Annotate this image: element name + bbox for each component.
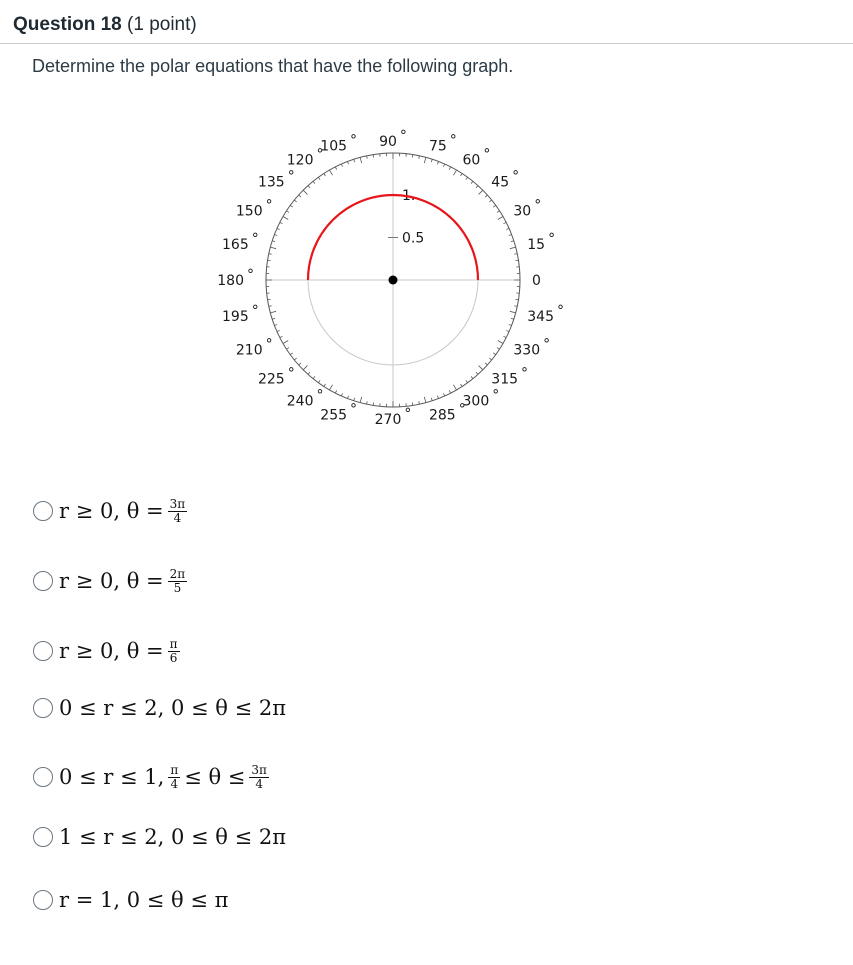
fraction: $\frac{2\pi}{5}$ [169,566,186,595]
angle-label: 285 ° [428,401,466,424]
ring-tick [506,228,509,229]
ring-tick [466,380,468,382]
ring-tick [335,167,336,170]
ring-tick [461,173,463,176]
ring-tick [330,170,333,175]
ring-tick [286,211,289,213]
angle-label: 210 ° [235,336,273,359]
ring-tick [437,161,438,164]
ring-tick [367,401,368,404]
fraction: $\frac{\pi}{6}$ [169,636,178,665]
ring-tick [493,205,495,207]
ring-tick [509,234,512,235]
ring-tick [461,384,463,387]
angle-label: 315 ° [491,365,529,388]
ring-tick [341,164,342,167]
degree-symbol: ° [512,168,520,185]
ring-tick [510,311,516,313]
answer-option-5[interactable] [33,762,273,792]
ring-tick [294,200,296,202]
ring-tick [270,247,276,249]
radio-button[interactable] [33,767,53,787]
degree-symbol: ° [543,336,551,353]
ring-tick [454,170,457,175]
ring-tick [476,186,478,188]
angle-label: 240 ° [286,387,324,410]
degree-symbol: ° [399,128,407,144]
answer-equation: r ≥ 0, θ = $\frac{\pi}{6}$ [59,636,178,665]
ring-tick [280,336,283,337]
ring-tick [485,195,487,197]
degree-symbol: ° [316,387,324,404]
question-points: (1 point) [127,14,197,35]
degree-symbol: ° [492,387,500,404]
answer-option-6[interactable] [33,822,286,852]
degree-symbol: ° [287,168,295,185]
ring-tick [506,330,509,331]
ring-tick [489,358,491,360]
degree-symbol: ° [350,132,358,149]
radius-label: 1. [402,188,416,204]
ring-tick [514,306,517,307]
answer-equation: r = 1, 0 ≤ θ ≤ π [59,888,229,912]
angle-label: 105 ° [320,132,358,155]
ring-tick [443,393,444,396]
degree-symbol: ° [449,132,457,149]
angle-label: 75 ° [428,132,457,155]
ring-tick [274,324,277,325]
degree-symbol: ° [548,231,556,248]
ring-tick [269,306,272,307]
degree-symbol: ° [247,267,254,283]
ring-tick [511,318,514,319]
angle-label: 300 ° [462,387,500,410]
ring-tick [303,366,307,370]
angle-label: 135 ° [257,168,295,191]
ring-tick [503,222,506,223]
radio-button[interactable] [33,571,53,591]
degree-symbol: ° [404,406,412,422]
ring-tick [270,311,276,313]
ring-tick [324,384,326,387]
ring-tick [286,348,289,350]
ring-tick [424,397,426,403]
fraction: $\frac{3\pi}{4}$ [169,496,186,525]
ring-tick [308,372,310,374]
ring-tick [471,376,473,378]
angle-label: 120 ° [286,146,324,169]
ring-tick [498,341,503,344]
angle-label: 330 ° [513,336,551,359]
ring-tick [294,358,296,360]
radio-button[interactable] [33,501,53,521]
angle-label: 15 ° [527,231,556,254]
degree-symbol: ° [483,146,491,163]
radio-button[interactable] [33,698,53,718]
ring-tick [324,173,326,176]
angle-label: 345 ° [527,302,564,325]
ring-tick [313,181,315,183]
ring-tick [283,217,288,220]
ring-tick [360,397,362,403]
ring-tick [335,390,336,393]
ring-tick [498,217,503,220]
ring-tick [283,341,288,344]
ring-tick [511,241,514,242]
ring-tick [493,353,495,355]
angle-label: 150 ° [235,197,273,220]
ring-tick [424,157,426,163]
angle-label: 225 ° [257,365,295,388]
answer-option-4[interactable] [33,693,286,723]
answer-option-7[interactable] [33,885,228,915]
answer-equation: 0 ≤ r ≤ 2, 0 ≤ θ ≤ 2π [59,696,287,720]
ring-tick [277,330,280,331]
ring-tick [308,186,310,188]
degree-symbol: ° [556,302,564,319]
ring-tick [479,190,483,194]
degree-symbol: ° [287,365,295,382]
ring-tick [330,385,333,390]
ring-tick [277,228,280,229]
ring-tick [419,401,420,404]
ring-tick [471,181,473,183]
angle-label: 30 ° [513,197,542,220]
answer-equation: 0 ≤ r ≤ 1, $\frac{\pi}{4}$ ≤ θ ≤ $\frac{3\pi}{4}$ [59,762,267,791]
ring-tick [318,177,320,179]
ring-tick [449,390,450,393]
degree-symbol: ° [251,231,259,248]
ring-tick [503,336,506,337]
ring-tick [479,366,483,370]
polar-graph [0,0,853,460]
ring-tick [497,348,500,350]
answer-equation: r ≥ 0, θ = $\frac{3\pi}{4}$ [59,496,186,525]
ring-tick [303,190,307,194]
angle-label: 60 ° [462,146,491,169]
ring-tick [485,363,487,365]
degree-symbol: ° [521,365,529,382]
ring-tick [431,398,432,401]
answer-option-1[interactable] [33,496,191,526]
angle-label: 90 ° [379,128,407,150]
ring-tick [274,234,277,235]
ring-tick [454,385,457,390]
ring-tick [449,167,450,170]
ring-tick [476,372,478,374]
radio-button[interactable] [33,827,53,847]
ring-tick [367,156,368,159]
ring-tick [280,222,283,223]
angle-label: 180 ° [217,267,254,289]
degree-symbol: ° [458,401,466,418]
answer-equation: 1 ≤ r ≤ 2, 0 ≤ θ ≤ 2π [59,825,287,849]
angle-label: 270 ° [374,406,412,428]
question-prompt: Determine the polar equations that have the following graph. [32,56,514,76]
ring-tick [347,161,348,164]
radio-button[interactable] [33,641,53,661]
angle-label: 195 ° [222,302,259,325]
radio-button[interactable] [33,890,53,910]
ring-tick [443,164,444,167]
angle-label: 0 [532,273,541,289]
ring-tick [269,254,272,255]
ring-tick [489,200,491,202]
ring-tick [431,159,432,162]
radius-label: 0.5 [402,230,425,247]
fraction: $\frac{\pi}{4}$ [170,762,179,791]
degree-symbol: ° [265,336,273,353]
answer-option-2[interactable] [33,566,191,596]
ring-tick [318,380,320,382]
ring-tick [272,241,275,242]
ring-tick [497,211,500,213]
ring-tick [514,254,517,255]
ring-tick [509,324,512,325]
ring-tick [347,396,348,399]
ring-tick [313,376,315,378]
degree-symbol: ° [316,146,324,163]
degree-symbol: ° [350,401,358,418]
degree-symbol: ° [534,197,542,214]
question-title: Question 18 [13,14,122,35]
ring-tick [437,396,438,399]
angle-label: 165 ° [222,231,259,254]
ring-tick [419,156,420,159]
ring-tick [272,318,275,319]
fraction: $\frac{3\pi}{4}$ [251,762,267,791]
answer-equation: r ≥ 0, θ = $\frac{2\pi}{5}$ [59,566,186,595]
ring-tick [354,159,355,162]
ring-tick [299,363,301,365]
degree-symbol: ° [251,302,259,319]
ring-tick [341,393,342,396]
ring-tick [510,247,516,249]
angle-label: 45 ° [491,168,520,191]
ring-tick [290,353,292,355]
ring-tick [290,205,292,207]
degree-symbol: ° [265,197,273,214]
answer-option-3[interactable] [33,636,184,666]
ring-tick [299,195,301,197]
pole-point [389,276,398,285]
ring-tick [360,157,362,163]
ring-tick [466,177,468,179]
angle-label: 255 ° [320,401,358,424]
